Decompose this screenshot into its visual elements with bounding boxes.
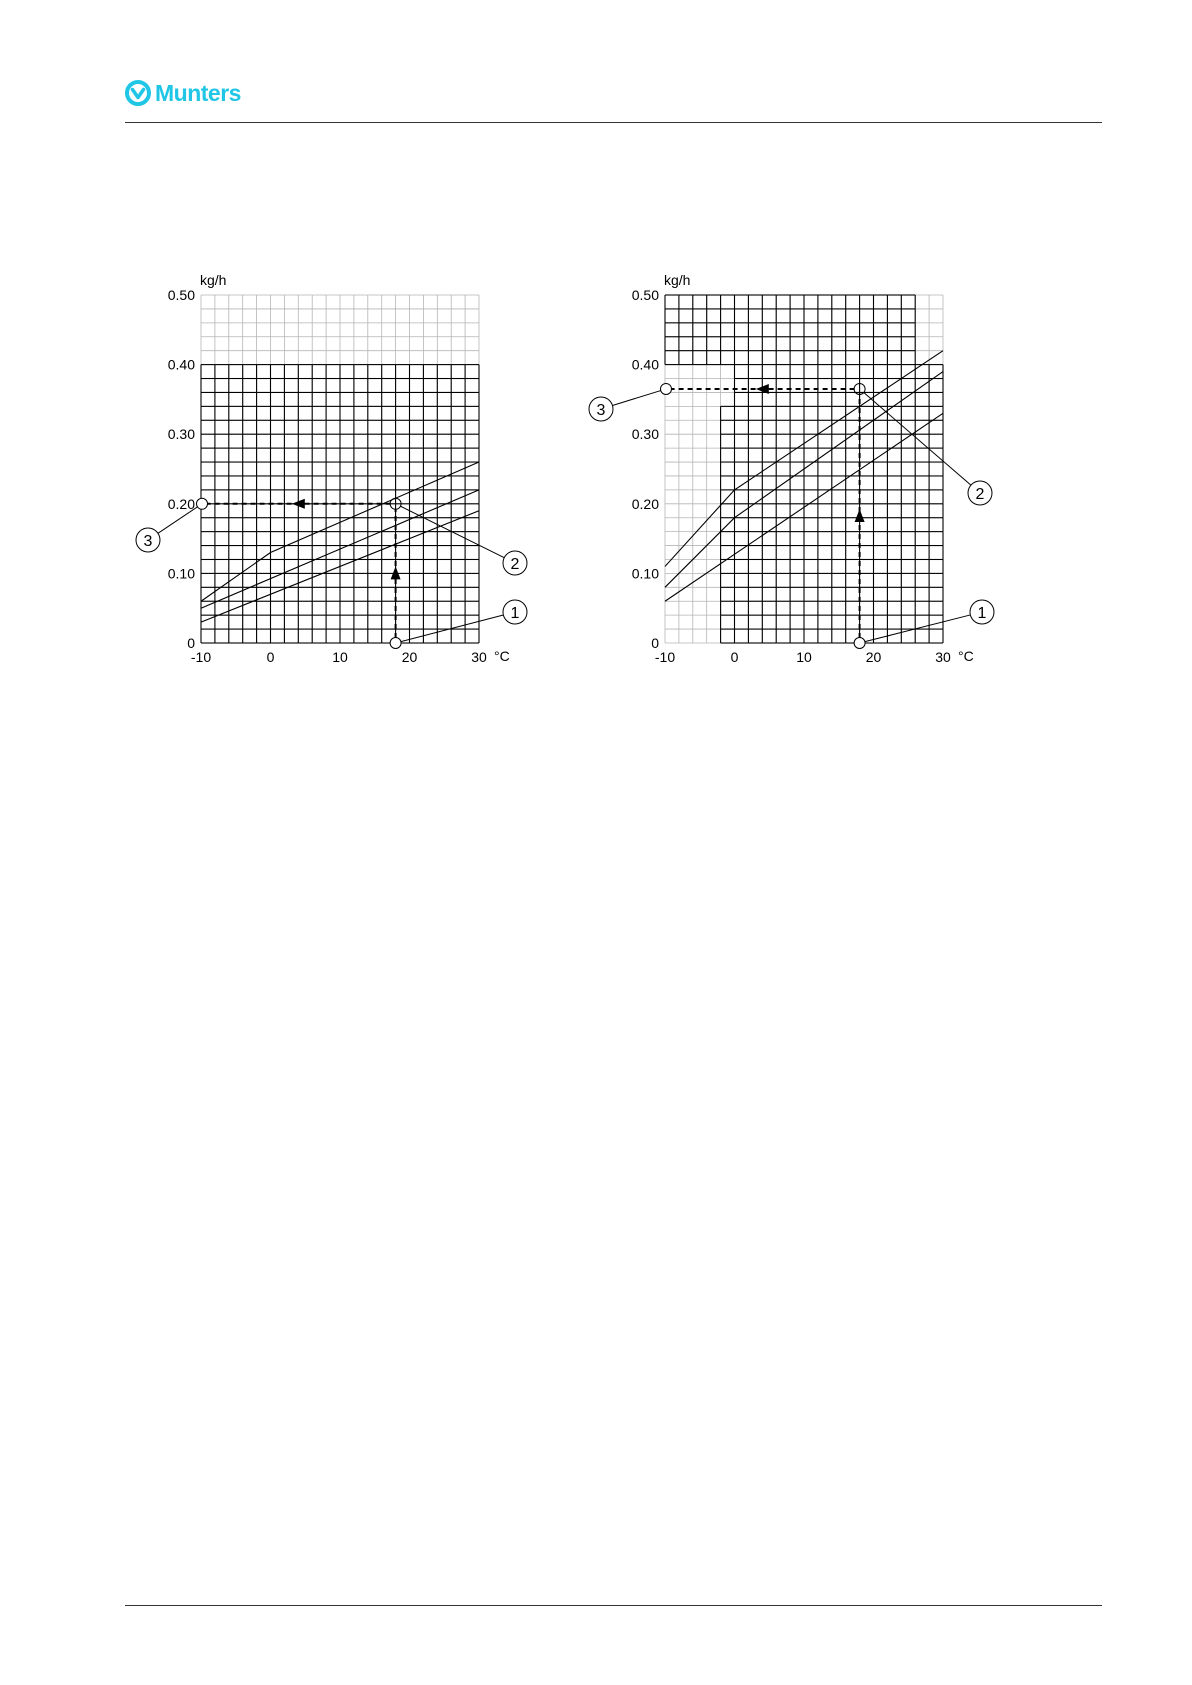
marker-temperature <box>390 638 401 649</box>
x-tick-label: 10 <box>332 649 348 665</box>
x-tick-label: 30 <box>471 649 487 665</box>
callout-leader-1 <box>401 615 503 642</box>
y-tick-label: 0.10 <box>167 565 195 582</box>
x-tick-label: 0 <box>730 649 739 665</box>
callout-leader-1 <box>865 615 970 642</box>
y-axis-label: kg/h <box>200 272 227 288</box>
x-tick-label: 30 <box>935 649 951 665</box>
y-tick-label: 0.50 <box>631 287 659 303</box>
arrow-up-icon <box>855 509 865 522</box>
y-tick-label: 0.30 <box>167 426 195 443</box>
y-tick-label: 0.20 <box>631 495 659 512</box>
left-chart <box>136 272 527 665</box>
y-tick-label: 0.10 <box>631 565 659 582</box>
callout-label-1: 1 <box>510 605 520 622</box>
x-axis-label: °C <box>958 648 974 664</box>
y-tick-label: 0.20 <box>167 495 195 512</box>
y-axis-label: kg/h <box>664 272 691 288</box>
right-chart <box>589 272 994 665</box>
y-tick-label: 0.40 <box>167 356 195 373</box>
callout-label-3: 3 <box>596 402 606 419</box>
callout-label-2: 2 <box>510 556 520 573</box>
x-tick-label: 20 <box>865 649 882 665</box>
x-tick-label: 10 <box>796 649 812 665</box>
y-tick-label: 0.50 <box>167 287 195 303</box>
footer-rule <box>125 1605 1102 1606</box>
x-axis-label: °C <box>494 648 510 664</box>
brand-name: Munters <box>155 79 241 106</box>
marker-temperature <box>854 638 865 649</box>
x-tick-label: 20 <box>401 649 418 665</box>
callout-label-2: 2 <box>975 486 985 503</box>
callout-leader-3 <box>612 391 660 406</box>
y-tick-label: 0 <box>187 635 195 651</box>
callout-label-3: 3 <box>143 533 153 550</box>
marker-result <box>197 498 208 509</box>
y-tick-label: 0 <box>651 635 659 651</box>
x-tick-label: -10 <box>190 649 212 665</box>
marker-result <box>661 383 672 394</box>
y-tick-label: 0.30 <box>631 426 659 443</box>
x-tick-label: -10 <box>654 649 676 665</box>
y-tick-label: 0.40 <box>631 356 659 373</box>
callout-label-1: 1 <box>977 605 987 622</box>
x-tick-label: 0 <box>266 649 275 665</box>
